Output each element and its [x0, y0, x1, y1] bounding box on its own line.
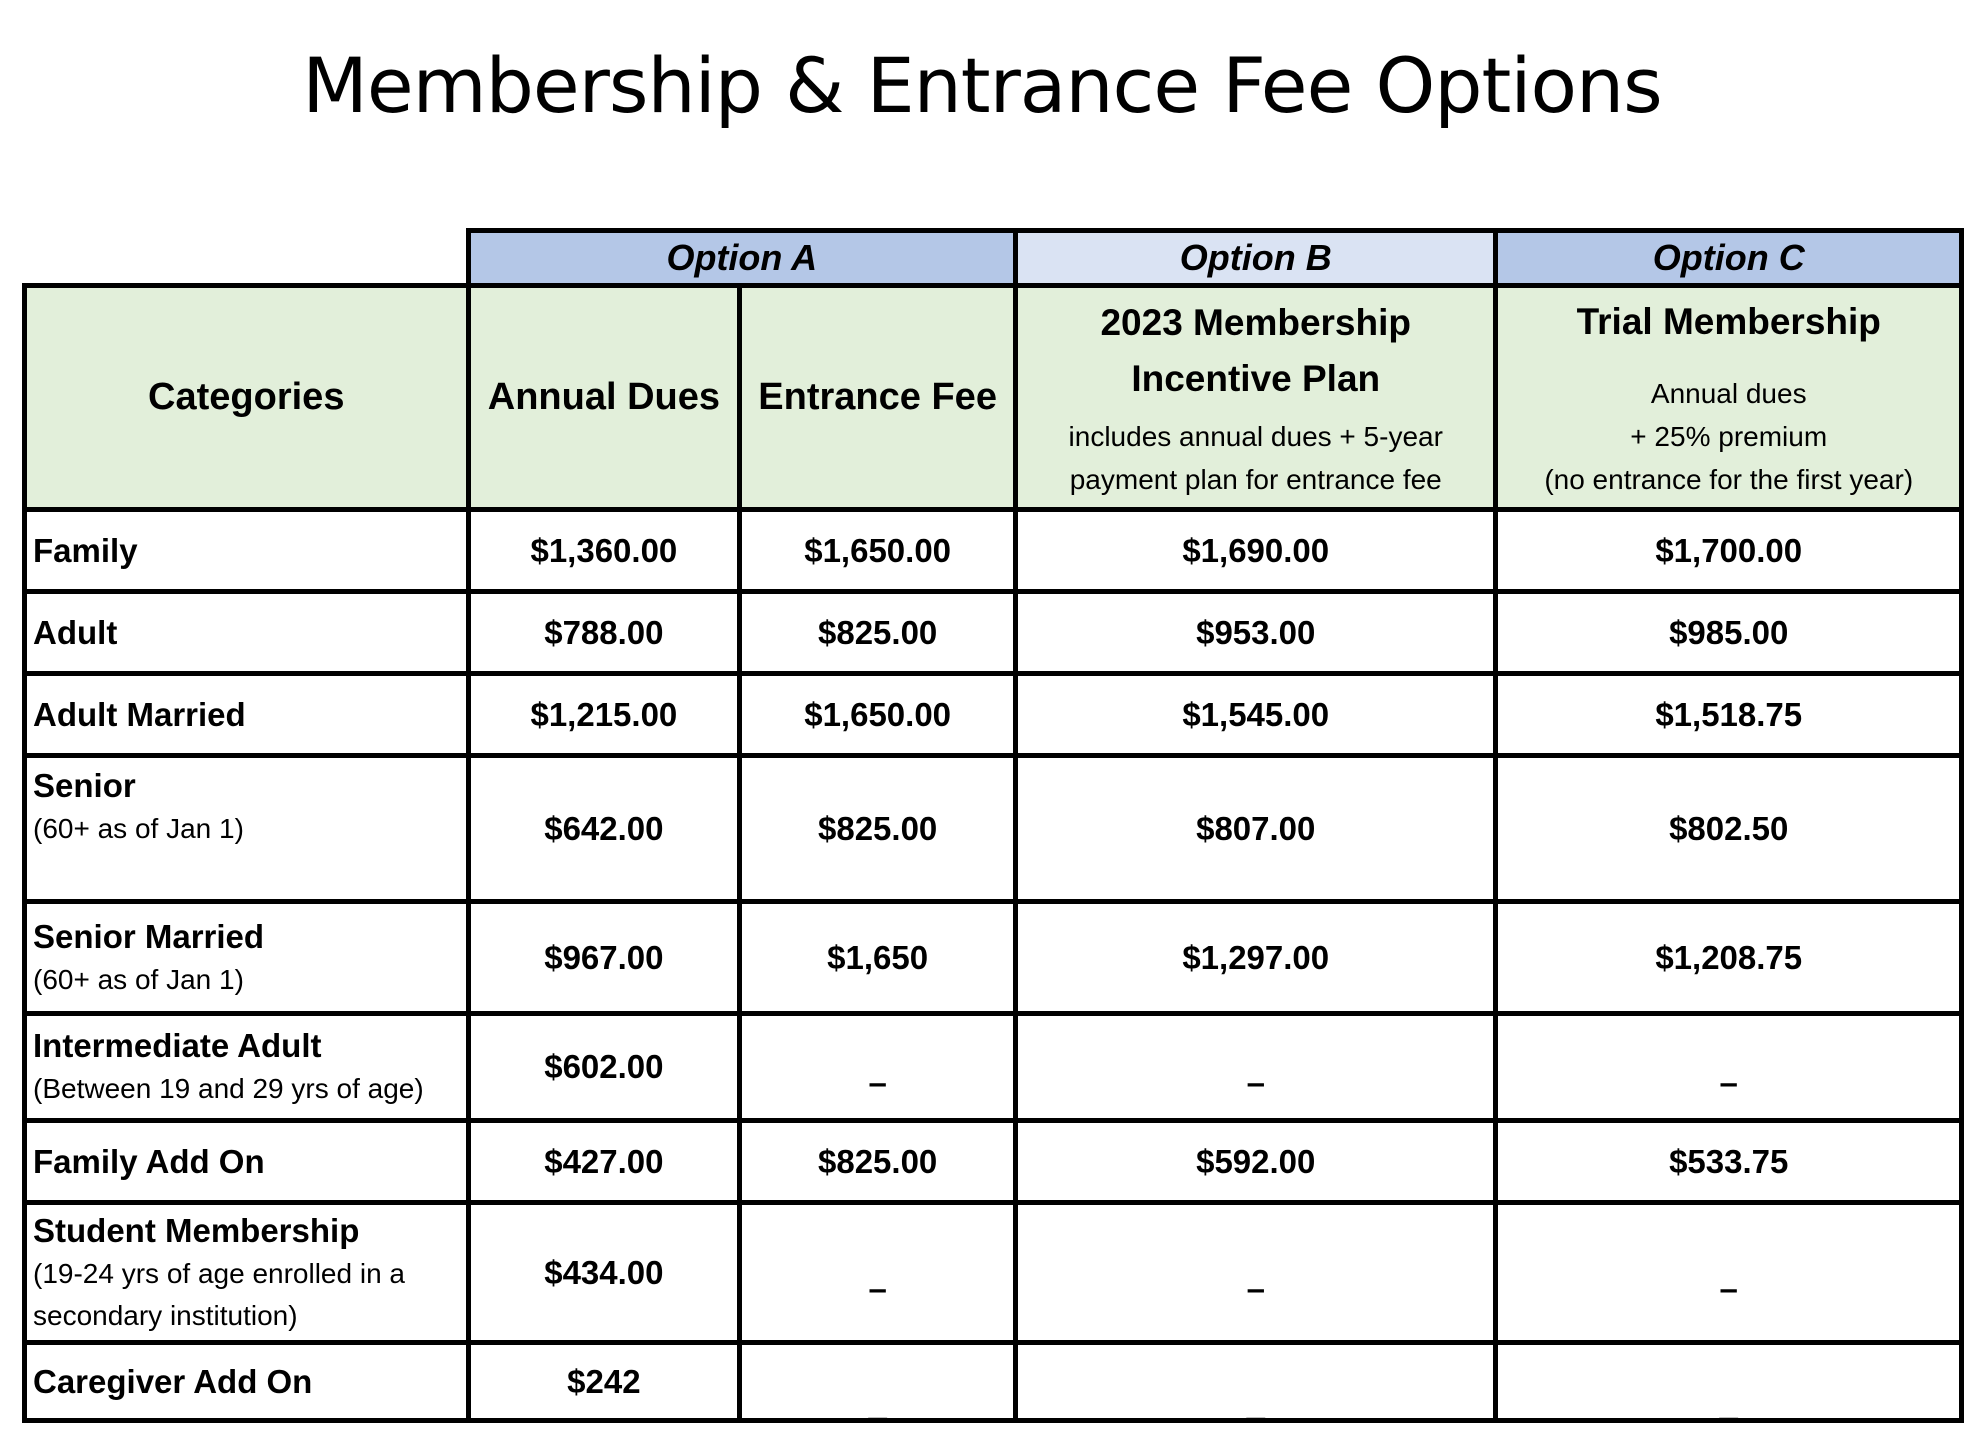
option-b-cell: $1,545.00	[1016, 674, 1496, 756]
annual-dues-cell: $602.00	[468, 1014, 740, 1121]
option-b-subtitle-line-2: payment plan for entrance fee	[1069, 463, 1442, 495]
table-row	[25, 902, 1962, 1014]
category-cell	[25, 1121, 469, 1203]
table-row	[25, 1121, 1962, 1203]
table-row	[25, 592, 1962, 674]
option-a-header: Option A	[468, 231, 1016, 286]
entrance-fee-cell: $825.00	[740, 756, 1016, 902]
annual-dues-cell: $242	[468, 1343, 740, 1421]
category-note: (60+ as of Jan 1)	[33, 813, 244, 844]
option-b-cell: $1,690.00	[1016, 510, 1496, 592]
annual-dues-header: Annual Dues	[468, 286, 740, 510]
entrance-fee-cell: $1,650	[740, 902, 1016, 1014]
page-title: Membership & Entrance Fee Options	[302, 41, 1662, 130]
annual-dues-cell: $427.00	[468, 1121, 740, 1203]
dash-placeholder: –	[1246, 1064, 1265, 1101]
category-cell	[25, 902, 469, 1014]
option-c-header: Option C	[1496, 231, 1962, 286]
option-c-cell: $1,518.75	[1496, 674, 1962, 756]
entrance-fee-header: Entrance Fee	[740, 286, 1016, 510]
table-row	[25, 756, 1962, 902]
option-b-title-line-2: Incentive Plan	[1131, 357, 1381, 399]
dash-placeholder: –	[1719, 1269, 1738, 1307]
option-b-header: Option B	[1016, 231, 1496, 286]
option-b-description-header	[1016, 286, 1496, 510]
category-name: Caregiver Add On	[33, 1362, 313, 1400]
category-note: (19-24 yrs of age enrolled in a secondary institution)	[33, 1257, 405, 1331]
option-b-cell: $807.00	[1016, 756, 1496, 902]
table-row	[25, 1014, 1962, 1121]
annual-dues-cell: $967.00	[468, 902, 740, 1014]
category-name: Intermediate Adult	[33, 1027, 322, 1064]
option-b-cell	[1016, 1343, 1496, 1421]
option-c-subtitle-line-1: Annual dues	[1650, 378, 1807, 409]
option-c-cell: $985.00	[1496, 592, 1962, 674]
category-cell	[25, 756, 469, 902]
category-note: (Between 19 and 29 yrs of age)	[33, 1073, 424, 1104]
dash-placeholder: _	[868, 1384, 887, 1422]
dash-placeholder: –	[1719, 1064, 1738, 1101]
option-c-subtitle-line-2: + 25% premium	[1630, 421, 1828, 452]
option-b-subtitle-line-1: includes annual dues + 5-year	[1068, 420, 1443, 452]
category-name: Student Membership	[33, 1211, 360, 1249]
category-cell	[25, 1203, 469, 1343]
table-row	[25, 510, 1962, 592]
option-b-cell: $1,297.00	[1016, 902, 1496, 1014]
category-name: Adult	[33, 613, 118, 651]
dash-placeholder: _	[1246, 1384, 1265, 1422]
category-name: Family Add On	[33, 1142, 265, 1180]
category-name: Adult Married	[33, 695, 246, 733]
table-row	[25, 1343, 1962, 1421]
option-c-cell	[1496, 1014, 1962, 1121]
category-name: Senior Married	[33, 917, 265, 955]
option-c-cell	[1496, 1343, 1962, 1421]
table-row	[25, 1203, 1962, 1343]
option-c-subtitle-line-3: (no entrance for the first year)	[1544, 464, 1914, 495]
option-c-cell: $802.50	[1496, 756, 1962, 902]
annual-dues-cell: $1,215.00	[468, 674, 740, 756]
option-c-cell: $1,208.75	[1496, 902, 1962, 1014]
categories-header: Categories	[25, 286, 469, 510]
dash-placeholder: –	[1246, 1269, 1265, 1307]
table-row	[25, 674, 1962, 756]
entrance-fee-cell	[740, 1343, 1016, 1421]
dash-placeholder: –	[868, 1064, 887, 1101]
category-name: Family	[33, 531, 138, 569]
option-c-description-header	[1496, 286, 1962, 510]
entrance-fee-cell: $825.00	[740, 1121, 1016, 1203]
option-c-cell: $533.75	[1496, 1121, 1962, 1203]
dash-placeholder: _	[1719, 1384, 1738, 1422]
entrance-fee-cell: $1,650.00	[740, 674, 1016, 756]
option-b-cell: $592.00	[1016, 1121, 1496, 1203]
option-b-cell	[1016, 1014, 1496, 1121]
entrance-fee-cell	[740, 1014, 1016, 1121]
blank-corner-cell	[25, 231, 469, 286]
option-b-title-line-1: 2023 Membership	[1100, 301, 1411, 343]
entrance-fee-cell: $1,650.00	[740, 510, 1016, 592]
option-header-row	[25, 231, 1962, 286]
category-cell	[25, 1014, 469, 1121]
category-cell	[25, 592, 469, 674]
annual-dues-cell: $788.00	[468, 592, 740, 674]
option-c-title: Trial Membership	[1576, 301, 1881, 342]
option-c-cell: $1,700.00	[1496, 510, 1962, 592]
entrance-fee-cell: $825.00	[740, 592, 1016, 674]
category-cell	[25, 674, 469, 756]
option-b-cell: $953.00	[1016, 592, 1496, 674]
dash-placeholder: –	[868, 1269, 887, 1307]
category-cell	[25, 510, 469, 592]
annual-dues-cell: $1,360.00	[468, 510, 740, 592]
category-name: Senior	[33, 767, 136, 804]
option-c-cell	[1496, 1203, 1962, 1343]
annual-dues-cell: $434.00	[468, 1203, 740, 1343]
category-note: (60+ as of Jan 1)	[33, 963, 244, 995]
category-cell	[25, 1343, 469, 1421]
column-header-row	[25, 286, 1962, 510]
annual-dues-cell: $642.00	[468, 756, 740, 902]
entrance-fee-cell	[740, 1203, 1016, 1343]
option-b-cell	[1016, 1203, 1496, 1343]
fee-options-table	[22, 228, 1964, 1423]
